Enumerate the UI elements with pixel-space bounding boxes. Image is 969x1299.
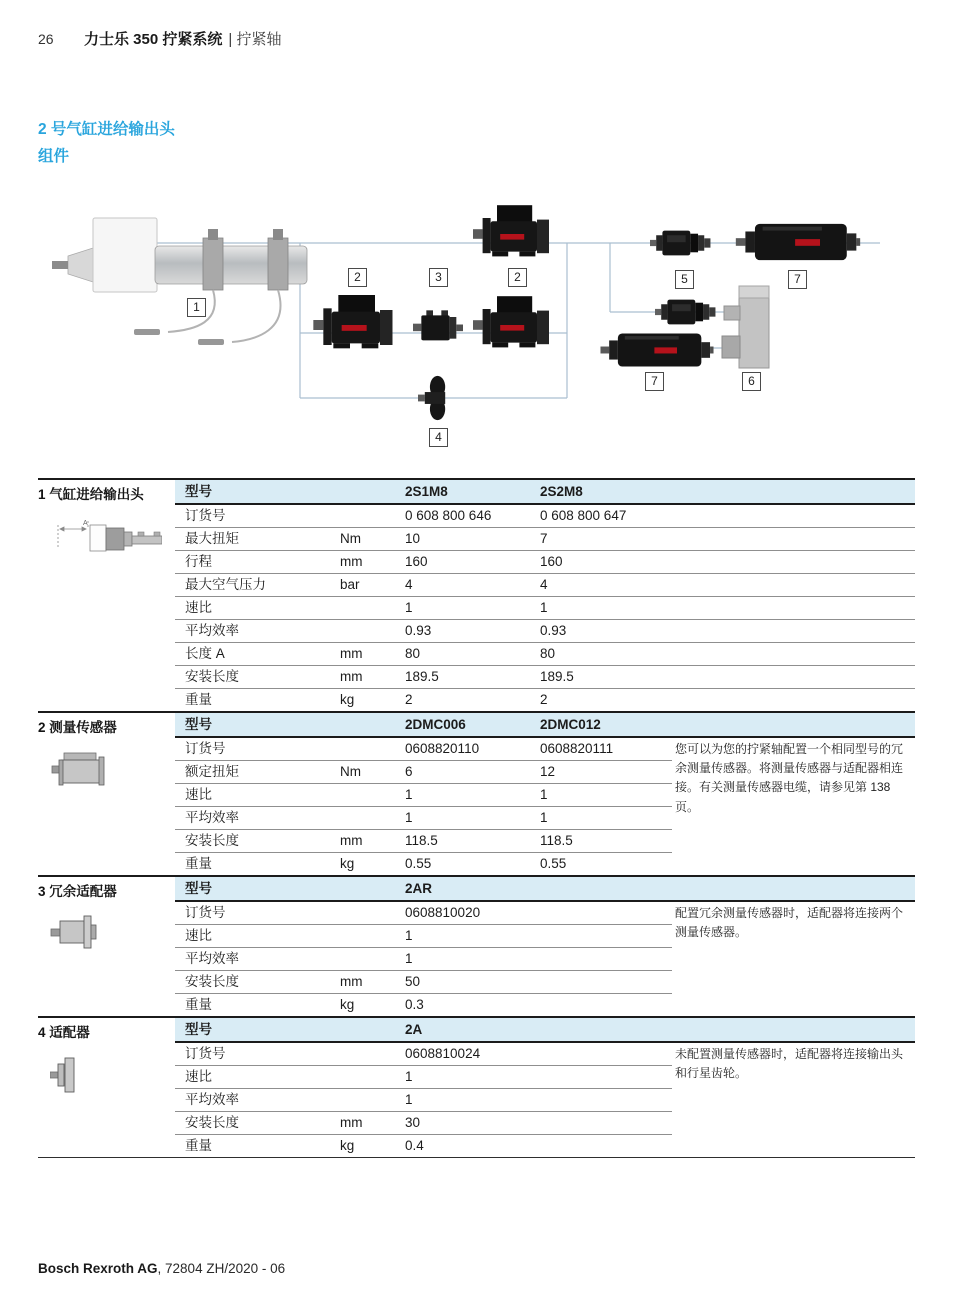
table-row bbox=[175, 830, 915, 853]
page-header bbox=[38, 28, 281, 49]
note-spacer bbox=[672, 830, 915, 852]
header-model-1: 2DMC006 bbox=[405, 717, 466, 732]
spec-unit: kg bbox=[340, 997, 355, 1012]
spec-value-1: 0.3 bbox=[405, 997, 424, 1012]
spec-value-1: 1 bbox=[405, 1066, 540, 1089]
header-model-2: 2S2M8 bbox=[540, 484, 583, 499]
spec-value-1: 50 bbox=[405, 971, 540, 994]
table-row bbox=[175, 505, 915, 528]
spec-value-2: 160 bbox=[540, 551, 672, 574]
spec-name: 重量 bbox=[185, 1138, 212, 1153]
spec-name: 额定扭矩 bbox=[175, 761, 340, 784]
spec-value-2 bbox=[540, 1089, 672, 1112]
spec-value-1: 10 bbox=[405, 528, 540, 551]
spec-name: 安装长度 bbox=[175, 666, 340, 689]
spec-value-1: 30 bbox=[405, 1112, 540, 1135]
spec-value-2: 1 bbox=[540, 807, 672, 830]
note-spacer bbox=[672, 689, 915, 711]
section-title: 3 冗余适配器 bbox=[38, 884, 117, 899]
spec-value-2 bbox=[540, 925, 672, 948]
spec-value-2: 4 bbox=[540, 574, 672, 597]
header-model-label: 型号 bbox=[185, 484, 212, 499]
spec-value-2 bbox=[540, 1112, 672, 1135]
spec-name: 速比 bbox=[175, 597, 340, 620]
table-header-row bbox=[175, 713, 915, 738]
section-note: 配置冗余测量传感器时，适配器将连接两个测量传感器。 bbox=[675, 906, 904, 940]
spec-table-sensor bbox=[175, 713, 915, 875]
planetary-gear-top bbox=[736, 224, 860, 260]
table-header-row bbox=[175, 1018, 915, 1043]
spec-unit: kg bbox=[340, 1138, 355, 1153]
callout-7a: 7 bbox=[788, 270, 807, 289]
spec-name: 长度 A bbox=[175, 643, 340, 666]
table-row bbox=[175, 1089, 915, 1112]
spec-unit bbox=[340, 1043, 405, 1066]
spec-value-2: 0.93 bbox=[540, 620, 672, 643]
note-spacer bbox=[672, 666, 915, 689]
section-title: 4 适配器 bbox=[38, 1025, 90, 1040]
table-row bbox=[175, 971, 915, 994]
spec-value-2: 2 bbox=[540, 692, 548, 707]
spec-value-1: 0 608 800 646 bbox=[405, 505, 540, 528]
spec-unit: Nm bbox=[340, 761, 405, 784]
cylinder-drawing-icon bbox=[50, 517, 175, 564]
page-number: 26 bbox=[38, 31, 54, 47]
spec-name: 安装长度 bbox=[175, 971, 340, 994]
spec-value-2 bbox=[540, 971, 672, 994]
table-row bbox=[175, 853, 915, 875]
note-spacer bbox=[672, 948, 915, 970]
spec-unit bbox=[340, 738, 405, 761]
spec-value-1: 0608820110 bbox=[405, 738, 540, 761]
spec-value-1: 1 bbox=[405, 597, 540, 620]
spec-unit: Nm bbox=[340, 528, 405, 551]
spec-unit bbox=[340, 505, 405, 528]
spec-value-1: 1 bbox=[405, 925, 540, 948]
section-adapter bbox=[38, 1016, 915, 1157]
note-spacer bbox=[672, 853, 915, 875]
note-spacer bbox=[672, 505, 915, 528]
table-row bbox=[175, 620, 915, 643]
sensor-top bbox=[473, 205, 549, 256]
gear-top bbox=[650, 231, 710, 256]
section-label-column bbox=[38, 713, 175, 875]
planetary-gear-lower bbox=[600, 333, 713, 366]
spec-unit bbox=[340, 948, 405, 971]
spec-unit: kg bbox=[340, 856, 355, 871]
footer-imprint: , 72804 ZH/2020 - 06 bbox=[157, 1261, 286, 1276]
note-spacer bbox=[672, 597, 915, 620]
spec-unit: mm bbox=[340, 643, 405, 666]
spec-value-1: 189.5 bbox=[405, 666, 540, 689]
spec-name: 速比 bbox=[175, 925, 340, 948]
header-model-2: 2DMC012 bbox=[540, 717, 601, 732]
spec-name: 行程 bbox=[175, 551, 340, 574]
spec-value-2: 0608820111 bbox=[540, 738, 672, 761]
spec-value-2: 1 bbox=[540, 784, 672, 807]
cylinder-assembly bbox=[52, 218, 307, 345]
section-cylinder-output bbox=[38, 478, 915, 711]
spec-value-2: 0.55 bbox=[540, 856, 567, 871]
callout-3: 3 bbox=[429, 268, 448, 287]
spec-unit: kg bbox=[340, 692, 355, 707]
spec-table-redundant-adapter bbox=[175, 877, 915, 1016]
spec-value-1: 0608810020 bbox=[405, 902, 540, 925]
note-spacer bbox=[672, 1112, 915, 1134]
header-model-1: 2A bbox=[405, 1022, 423, 1037]
header-model-label: 型号 bbox=[185, 881, 212, 896]
spec-name: 订货号 bbox=[175, 738, 340, 761]
header-model-1: 2S1M8 bbox=[405, 484, 448, 499]
spec-name: 重量 bbox=[185, 856, 212, 871]
spec-unit: mm bbox=[340, 666, 405, 689]
spec-value-1: 4 bbox=[405, 574, 540, 597]
spec-value-1: 1 bbox=[405, 807, 540, 830]
header-model-2 bbox=[540, 877, 672, 900]
spec-value-2: 0 608 800 647 bbox=[540, 505, 672, 528]
table-row bbox=[175, 597, 915, 620]
header-model-1: 2AR bbox=[405, 881, 433, 896]
spec-value-1: 1 bbox=[405, 784, 540, 807]
spec-name: 订货号 bbox=[175, 902, 340, 925]
note-spacer bbox=[672, 620, 915, 643]
spec-value-1: 0.93 bbox=[405, 620, 540, 643]
footer-company: Bosch Rexroth AG bbox=[38, 1261, 158, 1276]
angle-head-bracket bbox=[722, 286, 769, 368]
spec-value-2: 80 bbox=[540, 643, 672, 666]
note-spacer bbox=[672, 528, 915, 551]
spec-name: 安装长度 bbox=[175, 830, 340, 853]
spec-unit: bar bbox=[340, 574, 405, 597]
spec-value-2 bbox=[540, 994, 672, 1016]
sensor-mid-right bbox=[473, 296, 549, 347]
redundant-adapter-part bbox=[413, 310, 463, 340]
callout-1: 1 bbox=[187, 298, 206, 317]
spec-value-1: 1 bbox=[405, 948, 540, 971]
note-spacer bbox=[672, 1089, 915, 1111]
section-measurement-sensor bbox=[38, 711, 915, 875]
section-redundant-adapter bbox=[38, 875, 915, 1016]
spec-value-2 bbox=[540, 1135, 672, 1157]
table-row bbox=[175, 689, 915, 711]
spec-value-2: 1 bbox=[540, 597, 672, 620]
spec-name: 重量 bbox=[185, 692, 212, 707]
section-label-column bbox=[38, 877, 175, 1016]
gear-lower bbox=[655, 300, 715, 325]
chapter-heading-line1: 2 号气缸进给输出头 bbox=[38, 121, 175, 138]
header-model-2 bbox=[540, 1018, 672, 1041]
table-row bbox=[175, 1112, 915, 1135]
tables-bottom-rule bbox=[38, 1157, 915, 1158]
spec-value-2: 189.5 bbox=[540, 666, 672, 689]
spec-value-2 bbox=[540, 1043, 672, 1066]
spec-unit bbox=[340, 597, 405, 620]
spec-name: 速比 bbox=[175, 784, 340, 807]
note-spacer bbox=[672, 971, 915, 993]
note-spacer bbox=[672, 643, 915, 666]
spec-unit: mm bbox=[340, 830, 405, 853]
spec-unit bbox=[340, 620, 405, 643]
component-diagram-art bbox=[0, 190, 969, 475]
page-footer bbox=[38, 1261, 285, 1276]
spec-unit bbox=[340, 902, 405, 925]
spec-name: 重量 bbox=[185, 997, 212, 1012]
spec-value-1: 2 bbox=[405, 692, 413, 707]
spec-unit bbox=[340, 807, 405, 830]
table-row bbox=[175, 574, 915, 597]
spec-name: 订货号 bbox=[175, 505, 340, 528]
spec-unit bbox=[340, 784, 405, 807]
note-spacer bbox=[672, 1135, 915, 1157]
spec-value-1: 160 bbox=[405, 551, 540, 574]
spec-name: 最大空气压力 bbox=[175, 574, 340, 597]
callout-6: 6 bbox=[742, 372, 761, 391]
callout-7b: 7 bbox=[645, 372, 664, 391]
table-row bbox=[175, 643, 915, 666]
chapter-heading-line2: 组件 bbox=[38, 148, 70, 166]
spec-value-1: 6 bbox=[405, 761, 540, 784]
callout-2a: 2 bbox=[348, 268, 367, 287]
spec-value-1: 118.5 bbox=[405, 830, 540, 853]
header-model-label: 型号 bbox=[185, 1022, 212, 1037]
sensor-mid-left bbox=[313, 295, 392, 348]
callout-4: 4 bbox=[429, 428, 448, 447]
spec-value-2 bbox=[540, 1066, 672, 1089]
section-title: 1 气缸进给输出头 bbox=[38, 487, 144, 502]
spec-value-2: 7 bbox=[540, 528, 672, 551]
adapter-part bbox=[418, 376, 445, 420]
spec-value-2: 12 bbox=[540, 761, 672, 784]
spec-name: 平均效率 bbox=[175, 620, 340, 643]
redundant-adapter-icon bbox=[50, 914, 175, 955]
component-diagram bbox=[0, 190, 969, 475]
table-row bbox=[175, 528, 915, 551]
table-row bbox=[175, 666, 915, 689]
section-label-column bbox=[38, 1018, 175, 1157]
spec-unit bbox=[340, 1066, 405, 1089]
section-note: 未配置测量传感器时，适配器将连接输出头和行星齿轮。 bbox=[675, 1047, 904, 1081]
spec-name: 订货号 bbox=[175, 1043, 340, 1066]
callout-2b: 2 bbox=[508, 268, 527, 287]
table-row bbox=[175, 948, 915, 971]
header-model-label: 型号 bbox=[185, 717, 212, 732]
table-rows bbox=[175, 505, 915, 711]
spec-table-adapter bbox=[175, 1018, 915, 1157]
table-header-row bbox=[175, 480, 915, 505]
note-spacer bbox=[672, 994, 915, 1016]
spec-table-cylinder bbox=[175, 480, 915, 711]
spec-unit bbox=[340, 925, 405, 948]
spec-unit: mm bbox=[340, 971, 405, 994]
spec-unit: mm bbox=[340, 551, 405, 574]
spec-unit: mm bbox=[340, 1112, 405, 1135]
spec-value-1: 0.4 bbox=[405, 1138, 424, 1153]
table-row bbox=[175, 551, 915, 574]
table-row bbox=[175, 1135, 915, 1157]
svg-text:A: A bbox=[83, 520, 88, 527]
spec-name: 平均效率 bbox=[175, 1089, 340, 1112]
table-row bbox=[175, 994, 915, 1016]
table-header-row bbox=[175, 877, 915, 902]
spec-name: 最大扭矩 bbox=[175, 528, 340, 551]
spec-tables bbox=[38, 478, 915, 1158]
spec-value-1: 80 bbox=[405, 643, 540, 666]
spec-value-1: 0.55 bbox=[405, 856, 432, 871]
section-title: 2 测量传感器 bbox=[38, 720, 117, 735]
spec-value-1: 0608810024 bbox=[405, 1043, 540, 1066]
spec-name: 平均效率 bbox=[175, 948, 340, 971]
spec-name: 平均效率 bbox=[175, 807, 340, 830]
spec-name: 速比 bbox=[175, 1066, 340, 1089]
spec-value-2 bbox=[540, 902, 672, 925]
note-spacer bbox=[672, 574, 915, 597]
chapter-heading bbox=[38, 116, 175, 170]
callout-5: 5 bbox=[675, 270, 694, 289]
spec-value-1: 1 bbox=[405, 1089, 540, 1112]
section-note: 您可以为您的拧紧轴配置一个相同型号的冗余测量传感器。将测量传感器与适配器相连接。有关测量传感器电缆，请参见第 138 页。 bbox=[675, 742, 904, 814]
document-subtitle: | 拧紧轴 bbox=[228, 31, 282, 48]
spec-value-2: 118.5 bbox=[540, 830, 672, 853]
spec-unit bbox=[340, 1089, 405, 1112]
note-spacer bbox=[672, 551, 915, 574]
document-title: 力士乐 350 拧紧系统 bbox=[84, 31, 223, 48]
measurement-sensor-icon bbox=[50, 750, 175, 793]
section-label-column bbox=[38, 480, 175, 711]
spec-name: 安装长度 bbox=[175, 1112, 340, 1135]
spec-value-2 bbox=[540, 948, 672, 971]
adapter-icon bbox=[50, 1055, 175, 1098]
